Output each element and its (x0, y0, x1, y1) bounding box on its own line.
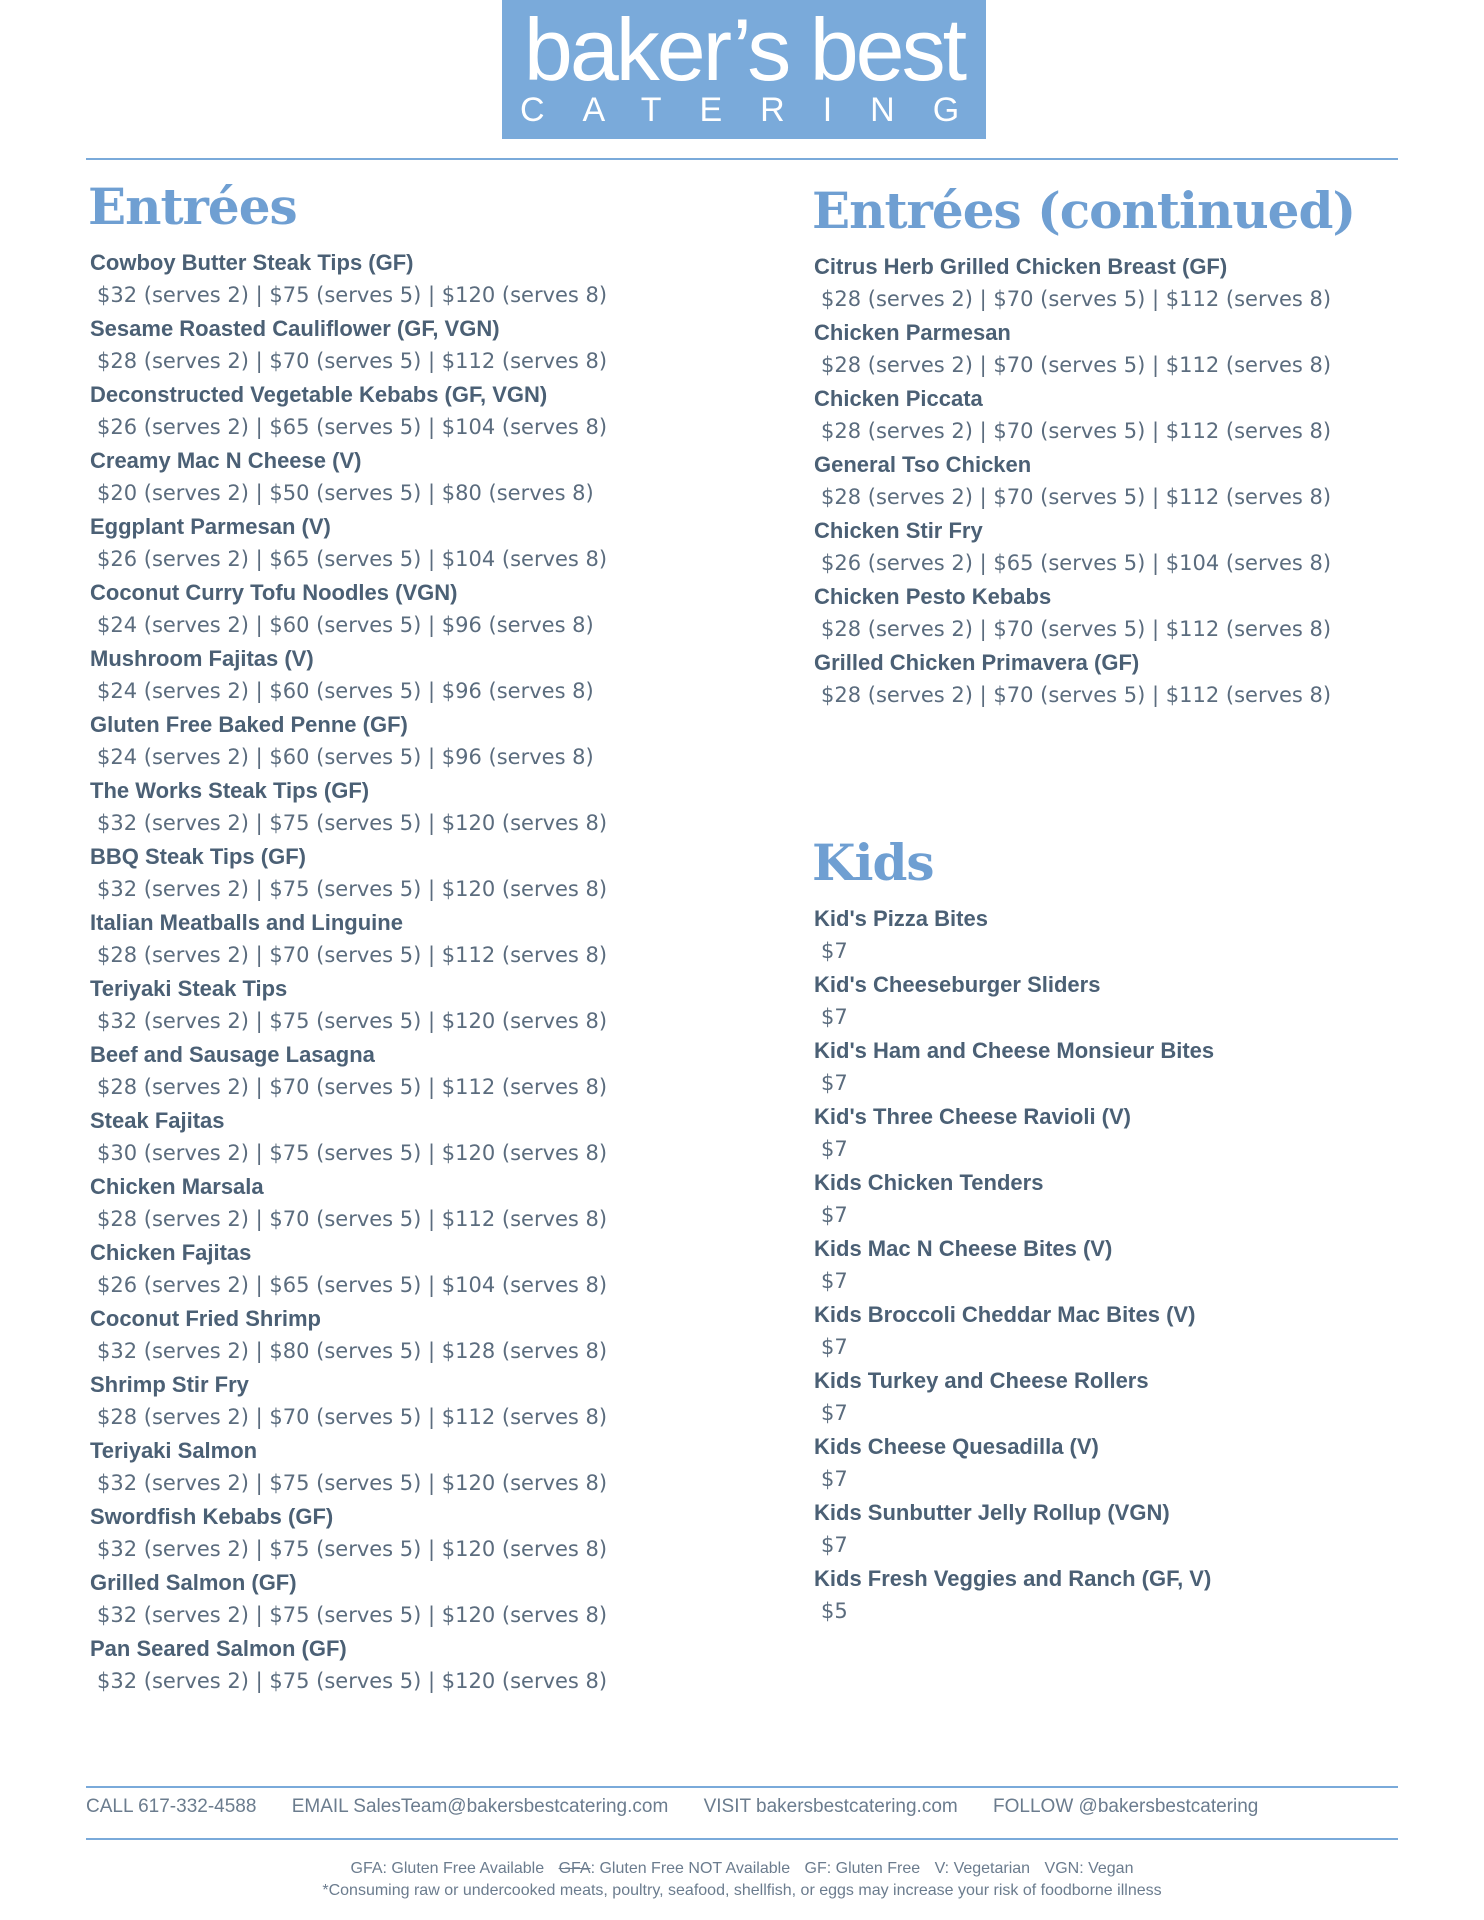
menu-item-price: $28 (serves 2) | $70 (serves 5) | $112 (serves 8) (821, 287, 1332, 311)
menu-item-price: $32 (serves 2) | $75 (serves 5) | $120 (serves 8) (97, 283, 608, 307)
menu-item-price: $26 (serves 2) | $65 (serves 5) | $104 (serves 8) (97, 547, 608, 571)
menu-item-name: Grilled Salmon (GF) (90, 1570, 297, 1595)
menu-item-name: Creamy Mac N Cheese (V) (90, 448, 362, 473)
logo-wordmark: baker’s best (523, 0, 965, 99)
menu-item-name: Coconut Fried Shrimp (90, 1306, 321, 1331)
menu-item (814, 968, 1414, 1034)
menu-item-price: $28 (serves 2) | $70 (serves 5) | $112 (serves 8) (821, 683, 1332, 707)
menu-item-price: $26 (serves 2) | $65 (serves 5) | $104 (serves 8) (97, 415, 608, 439)
menu-item-name: Grilled Chicken Primavera (GF) (814, 650, 1140, 675)
menu-item-price: $7 (821, 1005, 848, 1029)
menu-item-name: Kids Mac N Cheese Bites (V) (814, 1236, 1113, 1261)
menu-item-name: Kids Fresh Veggies and Ranch (GF, V) (814, 1566, 1212, 1591)
menu-item-name: Beef and Sausage Lasagna (90, 1042, 375, 1067)
menu-item-price: $7 (821, 1203, 848, 1227)
menu-item (90, 642, 710, 708)
menu-item-name: Chicken Stir Fry (814, 518, 983, 543)
menu-item-name: Deconstructed Vegetable Kebabs (GF, VGN) (90, 382, 548, 407)
menu-item-name: Kids Chicken Tenders (814, 1170, 1044, 1195)
menu-item-price: $26 (serves 2) | $65 (serves 5) | $104 (serves 8) (97, 1273, 608, 1297)
menu-item-price: $28 (serves 2) | $70 (serves 5) | $112 (serves 8) (821, 617, 1332, 641)
menu-item (90, 444, 710, 510)
menu-item-name: Eggplant Parmesan (V) (90, 514, 331, 539)
menu-item-name: Chicken Marsala (90, 1174, 264, 1199)
menu-item (90, 1500, 710, 1566)
menu-item-price: $28 (serves 2) | $70 (serves 5) | $112 (serves 8) (821, 353, 1332, 377)
menu-item-price: $24 (serves 2) | $60 (serves 5) | $96 (serves 8) (97, 745, 594, 769)
menu-item-price: $32 (serves 2) | $75 (serves 5) | $120 (serves 8) (97, 1471, 608, 1495)
menu-item-name: Kids Broccoli Cheddar Mac Bites (V) (814, 1302, 1196, 1327)
social-link[interactable]: FOLLOW @bakersbestcatering (993, 1796, 1259, 1817)
menu-item-price: $32 (serves 2) | $75 (serves 5) | $120 (serves 8) (97, 1537, 608, 1561)
menu-item (814, 1232, 1414, 1298)
menu-item-name: Mushroom Fajitas (V) (90, 646, 314, 671)
menu-item-name: Cowboy Butter Steak Tips (GF) (90, 250, 414, 275)
menu-item (90, 1038, 710, 1104)
menu-item (814, 382, 1414, 448)
entrees-section (90, 176, 710, 1698)
menu-item (90, 1566, 710, 1632)
menu-item (814, 1298, 1414, 1364)
menu-item (90, 1170, 710, 1236)
menu-item-price: $32 (serves 2) | $75 (serves 5) | $120 (serves 8) (97, 877, 608, 901)
menu-item-price: $24 (serves 2) | $60 (serves 5) | $96 (serves 8) (97, 679, 594, 703)
menu-item-name: Chicken Piccata (814, 386, 983, 411)
menu-item (90, 1368, 710, 1434)
menu-item-name: Teriyaki Steak Tips (90, 976, 288, 1001)
menu-item-name: Swordfish Kebabs (GF) (90, 1504, 334, 1529)
menu-item-price: $32 (serves 2) | $75 (serves 5) | $120 (serves 8) (97, 1669, 608, 1693)
menu-item-price: $32 (serves 2) | $80 (serves 5) | $128 (serves 8) (97, 1339, 608, 1363)
menu-item (90, 1434, 710, 1500)
menu-item (90, 972, 710, 1038)
footer-divider-top (86, 1786, 1398, 1788)
menu-item (90, 840, 710, 906)
kids-section (814, 832, 1414, 1628)
legend-gfa-not-text: : Gluten Free NOT Available (590, 1860, 791, 1877)
menu-item-price: $7 (821, 1467, 848, 1491)
legend-gfa-not-abbr: GFA (558, 1860, 591, 1877)
menu-item (90, 312, 710, 378)
menu-item (90, 1236, 710, 1302)
menu-item-name: Chicken Parmesan (814, 320, 1011, 345)
menu-item-name: BBQ Steak Tips (GF) (90, 844, 306, 869)
menu-item-price: $28 (serves 2) | $70 (serves 5) | $112 (serves 8) (97, 1405, 608, 1429)
menu-item-price: $5 (821, 1599, 848, 1623)
menu-item (90, 576, 710, 642)
legend-gfa: GFA: Gluten Free Available (350, 1860, 545, 1877)
menu-item-name: Chicken Fajitas (90, 1240, 252, 1265)
menu-item-price: $28 (serves 2) | $70 (serves 5) | $112 (serves 8) (97, 943, 608, 967)
menu-item-name: Kid's Ham and Cheese Monsieur Bites (814, 1038, 1215, 1063)
menu-item-price: $28 (serves 2) | $70 (serves 5) | $112 (serves 8) (97, 1207, 608, 1231)
menu-item-price: $7 (821, 1533, 848, 1557)
menu-item-name: Kid's Three Cheese Ravioli (V) (814, 1104, 1131, 1129)
menu-item (814, 514, 1414, 580)
menu-item (814, 1100, 1414, 1166)
menu-item-name: Shrimp Stir Fry (90, 1372, 249, 1397)
menu-item (814, 1496, 1414, 1562)
menu-item-name: General Tso Chicken (814, 452, 1032, 477)
entrees-continued-list (814, 250, 1414, 712)
menu-item-price: $7 (821, 1269, 848, 1293)
menu-item-price: $28 (serves 2) | $70 (serves 5) | $112 (serves 8) (821, 485, 1332, 509)
menu-item-price: $7 (821, 939, 848, 963)
menu-item (90, 774, 710, 840)
menu-item-name: Sesame Roasted Cauliflower (GF, VGN) (90, 316, 500, 341)
menu-item-price: $32 (serves 2) | $75 (serves 5) | $120 (serves 8) (97, 1009, 608, 1033)
menu-item-price: $28 (serves 2) | $70 (serves 5) | $112 (serves 8) (821, 419, 1332, 443)
menu-item (814, 250, 1414, 316)
menu-item-price: $26 (serves 2) | $65 (serves 5) | $104 (serves 8) (821, 551, 1332, 575)
menu-item (814, 902, 1414, 968)
menu-item-name: Kid's Cheeseburger Sliders (814, 972, 1101, 997)
menu-item-name: Kid's Pizza Bites (814, 906, 988, 931)
top-divider (86, 158, 1398, 160)
menu-item-price: $32 (serves 2) | $75 (serves 5) | $120 (serves 8) (97, 1603, 608, 1627)
food-safety-disclaimer: *Consuming raw or undercooked meats, poultry, seafood, shellfish, or eggs may increase your risk of foodborne illness (322, 1882, 1162, 1899)
menu-item-name: The Works Steak Tips (GF) (90, 778, 370, 803)
phone-link[interactable]: CALL 617-332-4588 (86, 1796, 257, 1817)
legend-gf: GF: Gluten Free (804, 1860, 921, 1877)
menu-item-name: Chicken Pesto Kebabs (814, 584, 1052, 609)
menu-item-name: Citrus Herb Grilled Chicken Breast (GF) (814, 254, 1228, 279)
menu-item-name: Kids Cheese Quesadilla (V) (814, 1434, 1099, 1459)
menu-item-price: $28 (serves 2) | $70 (serves 5) | $112 (serves 8) (97, 1075, 608, 1099)
email-link[interactable]: EMAIL SalesTeam@bakersbestcatering.com (291, 1796, 669, 1817)
menu-item-price: $20 (serves 2) | $50 (serves 5) | $80 (serves 8) (97, 481, 594, 505)
menu-item (90, 906, 710, 972)
menu-item (90, 1104, 710, 1170)
kids-list (814, 902, 1414, 1628)
menu-item (814, 580, 1414, 646)
website-link[interactable]: VISIT bakersbestcatering.com (703, 1796, 958, 1817)
menu-item (814, 1562, 1414, 1628)
menu-item-name: Italian Meatballs and Linguine (90, 910, 403, 935)
entrees-continued-section (814, 180, 1414, 712)
menu-item (814, 316, 1414, 382)
menu-item-price: $7 (821, 1401, 848, 1425)
logo (502, 0, 998, 139)
menu-item-name: Steak Fajitas (90, 1108, 225, 1133)
menu-item-name: Gluten Free Baked Penne (GF) (90, 712, 408, 737)
menu-item-price: $32 (serves 2) | $75 (serves 5) | $120 (serves 8) (97, 811, 608, 835)
menu-item-price: $7 (821, 1137, 848, 1161)
menu-item (90, 246, 710, 312)
menu-item-name: Teriyaki Salmon (90, 1438, 258, 1463)
entrees-list (90, 246, 710, 1698)
menu-item (90, 708, 710, 774)
menu-item (90, 378, 710, 444)
footer-divider-bottom (86, 1838, 1398, 1840)
menu-item-name: Coconut Curry Tofu Noodles (VGN) (90, 580, 458, 605)
menu-item-price: $28 (serves 2) | $70 (serves 5) | $112 (serves 8) (97, 349, 608, 373)
menu-item (814, 448, 1414, 514)
menu-item (814, 1034, 1414, 1100)
menu-item-name: Kids Turkey and Cheese Rollers (814, 1368, 1149, 1393)
menu-item (814, 646, 1414, 712)
legend-gfa-not (559, 1860, 791, 1877)
kids-heading: Kids (812, 833, 934, 892)
menu-item (814, 1364, 1414, 1430)
menu-item (90, 1632, 710, 1698)
menu-item (814, 1430, 1414, 1496)
menu-item (814, 1166, 1414, 1232)
menu-item (90, 510, 710, 576)
dietary-legend (0, 1858, 1484, 1880)
entrees-continued-heading: Entrées (continued) (812, 181, 1356, 240)
menu-item (90, 1302, 710, 1368)
menu-item-price: $7 (821, 1335, 848, 1359)
contact-footer (86, 1796, 1406, 1824)
legend-vgn: VGN: Vegan (1044, 1860, 1134, 1877)
menu-item-price: $30 (serves 2) | $75 (serves 5) | $120 (serves 8) (97, 1141, 608, 1165)
menu-item-price: $7 (821, 1071, 848, 1095)
legend-v: V: Vegetarian (934, 1860, 1031, 1877)
menu-item-name: Pan Seared Salmon (GF) (90, 1636, 347, 1661)
logo-tagline: CATERING (520, 91, 998, 129)
menu-item-name: Kids Sunbutter Jelly Rollup (VGN) (814, 1500, 1170, 1525)
entrees-heading: Entrées (88, 177, 297, 236)
menu-item-price: $24 (serves 2) | $60 (serves 5) | $96 (serves 8) (97, 613, 594, 637)
